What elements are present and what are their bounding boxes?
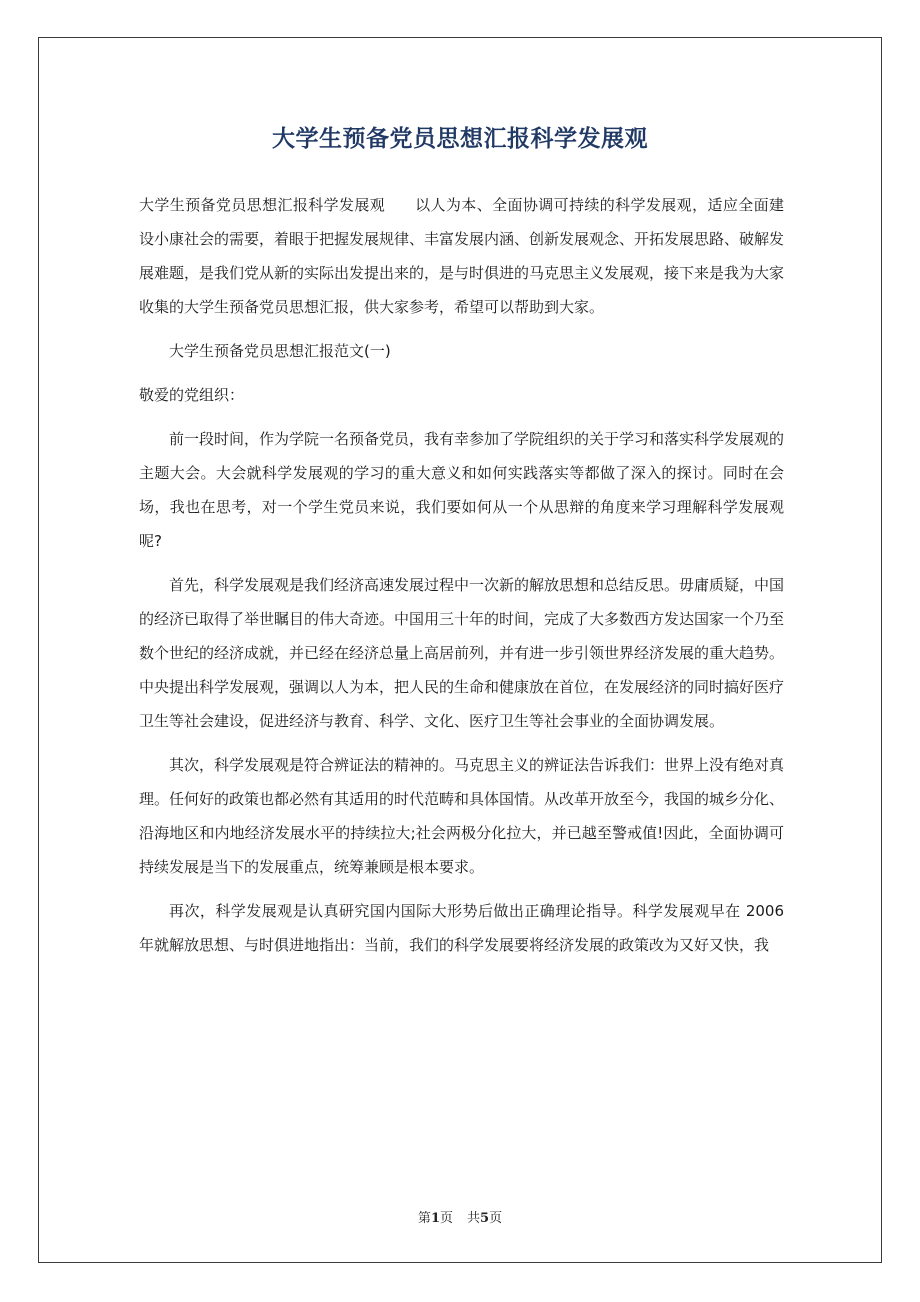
footer-total-prefix: 共 <box>467 1211 481 1226</box>
page-footer <box>0 1207 920 1226</box>
salutation: 敬爱的党组织： <box>139 386 245 404</box>
body-paragraph-2: 首先，科学发展观是我们经济高速发展过程中一次新的解放思想和总结反思。毋庸质疑，中国的经济已取得了举世瞩目的伟大奇迹。中国用三十年的时间，完成了大多数西方发达国家一个乃至数个世纪的经济成就，并已经在经济总量上高居前列，并有进一步引领世界经济发展的重大趋势。中央提出科学发展观，强调以人为本，把人民的生命和健康放在首位，在发展经济的同时搞好医疗卫生等社会建设，促进经济与教育、科学、文化、医疗卫生等社会事业的全面协调发展。 <box>139 576 785 730</box>
footer-page-prefix: 第 <box>417 1211 431 1226</box>
sample-heading: 大学生预备党员思想汇报范文(一) <box>169 342 391 360</box>
document-title: 大学生预备党员思想汇报科学发展观 <box>272 126 648 152</box>
body-paragraph-3: 其次，科学发展观是符合辨证法的精神的。马克思主义的辨证法告诉我们：世界上没有绝对真理。任何好的政策也都必然有其适用的时代范畴和具体国情。从改革开放至今，我国的城乡分化、沿海地区和内地经济发展水平的持续拉大;社会两极分化拉大，并已越至警戒值!因此，全面协调可持续发展是当下的发展重点，统筹兼顾是根本要求。 <box>139 756 785 876</box>
document-body <box>139 188 784 962</box>
footer-total-suffix: 页 <box>489 1211 503 1226</box>
footer-current-page: 1 <box>430 1211 440 1226</box>
body-paragraph-4: 再次，科学发展观是认真研究国内国际大形势后做出正确理论指导。科学发展观早在 2006 年就解放思想、与时俱进地指出：当前，我们的科学发展要将经济发展的政策改为又好又快，我 <box>139 902 784 954</box>
intro-paragraph <box>139 188 784 324</box>
intro-text: 以人为本、全面协调可持续的科学发展观，适应全面建设小康社会的需要，着眼于把握发展规律、丰富发展内涵、创新发展观念、开拓发展思路、破解发展难题，是我们党从新的实际出发提出来的，是与时俱进的马克思主义发展观，接下来是我为大家收集的大学生预备党员思想汇报，供大家参考，希望可以帮助到大家。 <box>139 196 785 316</box>
body-paragraph-1: 前一段时间，作为学院一名预备党员，我有幸参加了学院组织的关于学习和落实科学发展观的主题大会。大会就科学发展观的学习的重大意义和如何实践落实等都做了深入的探讨。同时在会场，我也在思考，对一个学生党员来说，我们要如何从一个从思辩的角度来学习理解科学发展观呢? <box>139 430 785 550</box>
footer-total-pages: 5 <box>480 1211 490 1226</box>
footer-page-suffix: 页 <box>439 1211 453 1226</box>
intro-title-reference: 大学生预备党员思想汇报科学发展观 <box>139 196 386 214</box>
